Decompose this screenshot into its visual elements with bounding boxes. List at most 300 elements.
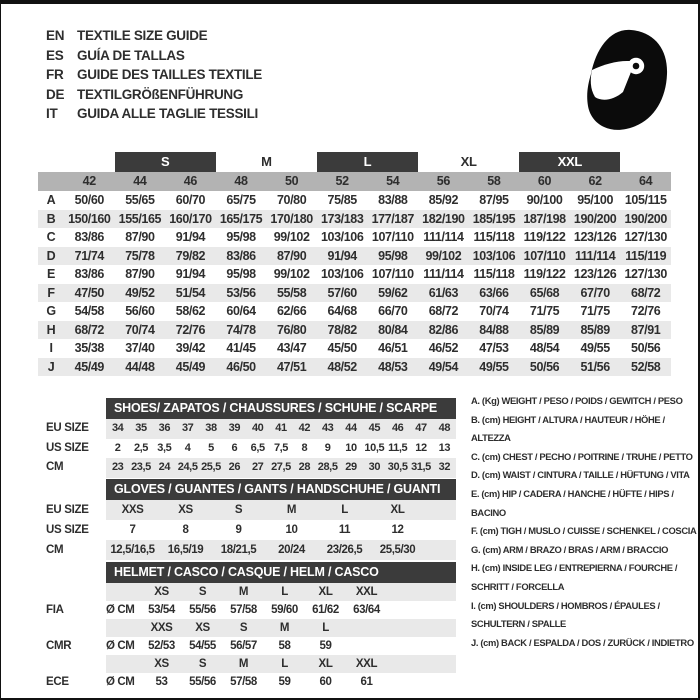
size-cell: 49/55 (479, 359, 509, 374)
size-cell: 24,5 (177, 461, 198, 473)
size-cell: 11,5 (388, 441, 408, 454)
size-cell: 57/58 (230, 676, 257, 688)
size-cell: M (238, 658, 249, 670)
size-cell: 5 (208, 441, 214, 454)
size-row-a (38, 191, 671, 210)
gloves-section-title: GLOVES / GUANTES / GANTS / HANDSCHUHE / GUANTI (106, 479, 456, 500)
size-cell: 58/62 (175, 304, 206, 318)
size-row-c (38, 228, 671, 247)
size-cell: 115/118 (473, 230, 515, 244)
size-cell: 27,5 (271, 461, 291, 473)
size-cell: 111/114 (423, 230, 464, 244)
size-cell: 127/130 (624, 267, 667, 281)
size-cell: 49/54 (428, 359, 458, 374)
size-row-d (38, 247, 671, 266)
size-cell-spacer (106, 655, 141, 673)
size-cell: 27 (251, 461, 264, 473)
size-cell: 127/130 (624, 230, 667, 244)
size-cell: L (341, 504, 348, 516)
size-cell: 111/114 (574, 248, 616, 263)
size-cell: 43 (321, 422, 334, 434)
legend-item: E. (cm) HIP / CADERA / HANCHE / HÜFTE / HIPS / BACINO (471, 487, 674, 518)
size-cell: S (198, 658, 207, 670)
legend-item: C. (cm) CHEST / PECHO / POITRINE / TRUHE / PETTO (471, 450, 693, 462)
size-cell: 61/63 (428, 285, 458, 300)
size-cell: 50/56 (631, 341, 661, 355)
size-cell: 95/100 (577, 193, 614, 207)
size-cell: 75/85 (327, 193, 357, 207)
size-cell: 95/98 (226, 230, 256, 244)
size-cell: 30 (368, 461, 381, 473)
size-cell: 87/95 (479, 193, 509, 207)
row-letter: G (46, 304, 56, 318)
size-cell: 87/91 (631, 322, 661, 337)
size-cell: 11 (338, 524, 351, 536)
size-cell: 45/50 (327, 341, 357, 355)
row-label: CM (46, 544, 64, 556)
size-cell: XS (178, 504, 193, 516)
size-cell: 160/170 (169, 211, 212, 226)
size-cell: 28,5 (317, 461, 338, 473)
size-cell: 67/70 (580, 285, 610, 300)
size-cell: 32 (438, 461, 451, 473)
sub-row-cm (46, 540, 458, 560)
helmet-sizes-row-ece (46, 655, 458, 673)
size-cell: 2 (114, 441, 121, 454)
size-cell: XXL (355, 586, 378, 598)
size-cell: 34 (111, 422, 124, 434)
diameter-cm-label: Ø CM (106, 604, 135, 616)
size-cell: 48 (438, 422, 451, 434)
size-cell: 119/122 (523, 230, 566, 244)
size-cell: M (238, 586, 249, 598)
helmet-sizes-row-fia (46, 583, 458, 601)
size-cell: 99/102 (273, 267, 310, 281)
language-code: FR (46, 67, 64, 82)
row-label: ECE (46, 676, 69, 688)
language-code: IT (46, 106, 58, 121)
size-cell: 71/75 (580, 304, 610, 318)
size-cell: 72/76 (631, 304, 661, 318)
size-group-l: L (317, 152, 418, 172)
size-row-b (38, 210, 671, 229)
column-header: 56 (436, 174, 451, 188)
row-letter: F (47, 285, 55, 300)
size-cell: 155/165 (118, 211, 162, 226)
size-cell: 8 (301, 441, 308, 454)
size-cell: 70/74 (479, 304, 509, 318)
size-cell: 7 (129, 524, 136, 536)
row-sizes (106, 583, 456, 601)
diameter-cm-label: Ø CM (106, 676, 135, 688)
size-cell: L (281, 658, 288, 670)
size-cell: 66/70 (378, 304, 408, 318)
textile-size-table (38, 152, 671, 376)
language-label: GUIDE DES TAILLES TEXTILE (77, 67, 263, 82)
size-cell: 190/200 (624, 211, 667, 226)
size-cell: 60/64 (226, 304, 256, 318)
column-header: 52 (335, 174, 349, 188)
language-label: GUIDA ALLE TAGLIE TESSILI (77, 106, 258, 121)
size-cell: 63/66 (479, 285, 509, 300)
helmet-sizes-row-cmr (46, 619, 458, 637)
shoes-section-title: SHOES/ ZAPATOS / CHAUSSURES / SCHUHE / SCARPE (106, 398, 456, 419)
size-cell: L (322, 622, 329, 634)
legend (471, 392, 700, 652)
row-values (106, 601, 456, 619)
helmet-icon (579, 28, 669, 133)
size-cell: 51/54 (175, 285, 206, 300)
row-label: FIA (46, 604, 64, 616)
size-cell: 10 (285, 524, 298, 536)
legend-item: B. (cm) HEIGHT / ALTURA / HAUTEUR / HÖHE / ALTEZZA (471, 413, 665, 444)
size-cell: 55/56 (189, 676, 216, 688)
size-cell: 47/51 (276, 359, 307, 374)
column-header: 46 (183, 174, 198, 188)
row-label: US SIZE (46, 524, 89, 536)
size-cell: 47 (415, 422, 427, 434)
size-cell: 103/106 (321, 230, 364, 244)
size-cell: XL (318, 658, 333, 670)
size-row-g (38, 302, 671, 321)
size-cell: 165/175 (219, 211, 263, 226)
size-cell: 41 (275, 422, 287, 434)
size-cell: 25,5 (201, 461, 221, 473)
size-cell: 150/160 (68, 211, 111, 226)
language-row (46, 85, 262, 105)
size-cell: 79/82 (175, 248, 206, 263)
size-cell: 115/118 (473, 267, 515, 281)
row-letter: I (49, 341, 53, 355)
row-label: CMR (46, 640, 72, 652)
size-cell: 83/86 (226, 248, 256, 263)
size-cell: 7,5 (273, 441, 289, 454)
size-cell: 83/86 (74, 267, 104, 281)
size-cell: XXS (121, 504, 144, 516)
size-cell: S (239, 622, 248, 634)
size-cell: 59 (319, 640, 332, 652)
size-cell: 85/89 (529, 322, 560, 337)
legend-item: D. (cm) WAIST / CINTURA / TAILLE / HÜFTUNG / VITA (471, 469, 690, 481)
size-cell: 115/119 (625, 248, 667, 263)
size-cell: 95/98 (226, 267, 256, 281)
size-cell: 59/60 (271, 604, 298, 616)
size-cell: 23/26,5 (326, 544, 363, 556)
helmet-values-row-fia (46, 601, 458, 619)
size-cell: 12,5/16,5 (110, 544, 155, 556)
size-cell: 107/110 (371, 230, 414, 244)
size-cell: 76/80 (276, 322, 307, 337)
size-cell: 68/72 (428, 304, 458, 318)
size-cell: 57/60 (327, 285, 357, 300)
size-cell: 61 (360, 676, 373, 688)
language-code: EN (46, 28, 65, 43)
size-cell: 68/72 (631, 285, 661, 300)
row-label: EU SIZE (46, 504, 89, 516)
size-cell: 43/47 (276, 341, 307, 355)
size-cell: 103/106 (472, 248, 516, 263)
legend-item: J. (cm) BACK / ESPALDA / DOS / ZURÜCK / INDIETRO (471, 636, 694, 648)
size-cell: 54/58 (74, 304, 104, 318)
size-cell: 103/106 (321, 267, 364, 281)
size-cell: 80/84 (378, 322, 408, 337)
size-row-i (38, 339, 671, 358)
size-cell: S (234, 504, 243, 516)
size-cell: 87/90 (125, 230, 155, 244)
size-cell: 85/89 (580, 322, 610, 337)
size-cell: 45/49 (74, 359, 104, 374)
size-cell: M (279, 622, 290, 634)
row-label: EU SIZE (46, 422, 89, 434)
size-cell: 6 (231, 441, 238, 454)
size-cell: 58 (278, 640, 291, 652)
row-label-spacer (46, 583, 106, 601)
sub-row-eu-size (46, 500, 458, 520)
row-letter: A (46, 193, 56, 207)
size-row-e (38, 265, 671, 284)
size-cell: 83/88 (378, 193, 408, 207)
size-cell: 65/68 (529, 285, 560, 300)
size-cell: 84/88 (479, 322, 509, 337)
size-cell: XS (195, 622, 210, 634)
size-cell: 65/75 (226, 193, 256, 207)
gloves-table (46, 479, 458, 560)
diameter-cm-label: Ø CM (106, 640, 135, 652)
language-label: TEXTILGRÖßENFÜHRUNG (77, 86, 244, 102)
language-row (46, 26, 262, 46)
size-cell: 18/21,5 (220, 544, 257, 556)
size-cell: 123/126 (573, 267, 617, 281)
size-cell: 48/53 (378, 359, 408, 374)
language-code: ES (46, 47, 64, 63)
size-cell: XS (154, 658, 169, 670)
helmet-section-title: HELMET / CASCO / CASQUE / HELM / CASCO (106, 562, 456, 583)
size-cell: 42 (298, 422, 311, 434)
size-cell: 46/51 (378, 341, 408, 355)
size-cell: 95/98 (378, 248, 408, 263)
size-cell: 45 (368, 422, 381, 434)
size-cell: 70/74 (125, 322, 155, 337)
size-cell: 35/38 (74, 341, 104, 355)
helmet-values-row-cmr (46, 637, 458, 655)
size-cell: 55/56 (189, 604, 216, 616)
size-cell: 75/78 (125, 248, 155, 263)
size-cell: 31,5 (411, 461, 431, 473)
size-cell: 4 (184, 441, 191, 454)
size-cell: 25,5/30 (379, 544, 416, 556)
size-cell: 49/52 (125, 285, 155, 300)
size-cell: 59/62 (378, 285, 408, 300)
size-cell: 82/86 (428, 322, 458, 337)
sub-row-eu-size (46, 419, 458, 439)
size-group-row (38, 152, 671, 172)
size-cell: 55/65 (125, 193, 155, 207)
row-label-spacer (46, 619, 106, 637)
row-letter: B (46, 211, 56, 226)
size-rows (38, 191, 671, 376)
size-cell: 37/40 (125, 341, 155, 355)
size-cell: 187/198 (523, 211, 566, 226)
size-cell: 83/86 (74, 230, 104, 244)
size-cell: 46 (391, 422, 404, 434)
size-cell: 99/102 (425, 248, 462, 263)
size-cell: 23 (111, 461, 124, 473)
legend-item: F. (cm) TIGH / MUSLO / CUISSE / SCHENKEL / COSCIA (471, 525, 697, 537)
size-cell: 36 (158, 422, 171, 434)
column-header: 42 (82, 174, 96, 188)
size-cell: 87/90 (276, 248, 307, 263)
size-cell: 72/76 (175, 322, 206, 337)
size-cell: 6,5 (250, 441, 265, 454)
size-group-m: M (261, 154, 272, 169)
size-cell: 30,5 (387, 461, 408, 473)
column-header: 44 (133, 174, 147, 188)
language-row (46, 46, 262, 66)
size-cell: XS (154, 586, 169, 598)
row-values (106, 439, 456, 459)
row-values (106, 540, 456, 560)
row-label-spacer (46, 655, 106, 673)
size-cell: 90/100 (526, 193, 563, 207)
size-cell: 35 (135, 422, 147, 434)
column-header: 54 (386, 174, 400, 188)
row-letter: H (46, 322, 56, 337)
size-cell: 78/82 (327, 322, 357, 337)
size-cell: 10 (345, 441, 357, 454)
size-cell: 70/80 (276, 193, 307, 207)
size-cell: 87/90 (125, 267, 155, 281)
size-cell: 71/74 (74, 248, 104, 263)
size-cell: 49/55 (580, 341, 610, 355)
size-group-s: S (115, 152, 216, 172)
size-cell: 12 (391, 524, 404, 536)
size-cell: 91/94 (327, 248, 357, 263)
size-cell: 56/57 (230, 640, 257, 652)
sub-row-us-size (46, 439, 458, 459)
size-row-j (38, 358, 671, 377)
size-cell: L (281, 586, 288, 598)
size-cell: 24 (158, 461, 171, 473)
legend-item: G. (cm) ARM / BRAZO / BRAS / ARM / BRACCIO (471, 543, 669, 555)
row-letter: J (47, 359, 55, 374)
size-cell: 47/53 (479, 341, 509, 355)
size-cell: 68/72 (74, 322, 104, 337)
size-cell: 59 (278, 676, 291, 688)
size-cell: 9 (324, 441, 331, 454)
size-cell: 54/55 (189, 640, 216, 652)
size-cell: 63/64 (353, 604, 380, 616)
column-header-spacer (38, 172, 64, 191)
size-cell: 91/94 (175, 230, 206, 244)
size-cell: 74/78 (226, 322, 256, 337)
column-header: 64 (639, 174, 653, 188)
row-values (106, 500, 456, 520)
size-cell: 37 (181, 422, 194, 434)
size-cell: 45/49 (175, 359, 206, 374)
column-header: 50 (284, 174, 299, 188)
size-cell: 105/115 (624, 193, 667, 207)
column-header: 60 (537, 174, 552, 188)
row-values (106, 673, 456, 691)
row-letter: C (46, 230, 56, 244)
size-cell: 185/195 (472, 211, 516, 226)
size-cell: 48/54 (529, 341, 560, 355)
size-cell: S (198, 586, 207, 598)
sub-row-cm (46, 458, 458, 478)
helmet-table (46, 562, 458, 691)
size-cell: 10,5 (364, 441, 385, 454)
size-cell: 50/56 (529, 359, 560, 374)
size-cell: 52/58 (631, 359, 661, 374)
size-cell: 48/52 (327, 359, 357, 374)
size-cell: 53/54 (148, 604, 175, 616)
size-cell: 46/50 (226, 359, 256, 374)
size-cell: 41/45 (226, 341, 256, 355)
size-number-row (38, 172, 671, 191)
size-cell: 13 (438, 441, 451, 454)
size-cell: 57/58 (230, 604, 257, 616)
shoes-table (46, 398, 458, 478)
legend-item: A. (Kg) WEIGHT / PESO / POIDS / GEWITCH / PESO (471, 395, 683, 406)
language-label: GUÍA DE TALLAS (77, 47, 185, 63)
helmet-values-row-ece (46, 673, 458, 691)
size-cell: 46/52 (428, 341, 458, 355)
size-cell: 85/92 (428, 193, 458, 207)
size-cell: 53 (155, 676, 168, 688)
size-cell: 16,5/19 (167, 544, 204, 556)
row-sizes (106, 619, 456, 637)
size-cell: 55/58 (276, 285, 307, 300)
size-cell: 123/126 (573, 230, 617, 244)
size-cell: 23,5 (131, 461, 151, 473)
size-cell: 44/48 (125, 359, 155, 374)
row-sizes (106, 655, 456, 673)
size-cell: 60 (319, 676, 332, 688)
sub-row-us-size (46, 520, 458, 540)
language-row (46, 65, 262, 85)
size-cell: 60/70 (175, 193, 206, 207)
size-cell: 61/62 (312, 604, 339, 616)
column-header: 62 (588, 174, 602, 188)
size-cell: 8 (182, 524, 189, 536)
size-cell: XXS (150, 622, 173, 634)
size-cell: 99/102 (273, 230, 310, 244)
language-code: DE (46, 86, 65, 102)
size-cell: 38 (205, 422, 217, 434)
row-values (106, 637, 456, 655)
size-cell: 170/180 (270, 211, 313, 226)
size-cell: M (286, 504, 297, 516)
row-letter: E (47, 267, 55, 281)
size-cell: XL (390, 504, 405, 516)
size-cell: 52/53 (148, 640, 175, 652)
size-cell: 39 (228, 422, 241, 434)
size-cell: 182/190 (422, 211, 465, 226)
size-group-xl: XL (460, 154, 477, 169)
size-cell: 119/122 (523, 267, 566, 281)
size-group-xxl: XXL (519, 152, 620, 172)
size-cell: XXL (355, 658, 378, 670)
size-cell: 9 (235, 524, 242, 536)
row-letter: D (46, 248, 56, 263)
size-cell: 111/114 (423, 267, 464, 281)
row-values (106, 458, 456, 478)
language-list (46, 26, 262, 124)
size-cell: 39/42 (175, 341, 206, 355)
size-cell: 51/56 (580, 359, 610, 374)
row-label: CM (46, 461, 64, 473)
size-cell: 107/110 (523, 248, 566, 263)
